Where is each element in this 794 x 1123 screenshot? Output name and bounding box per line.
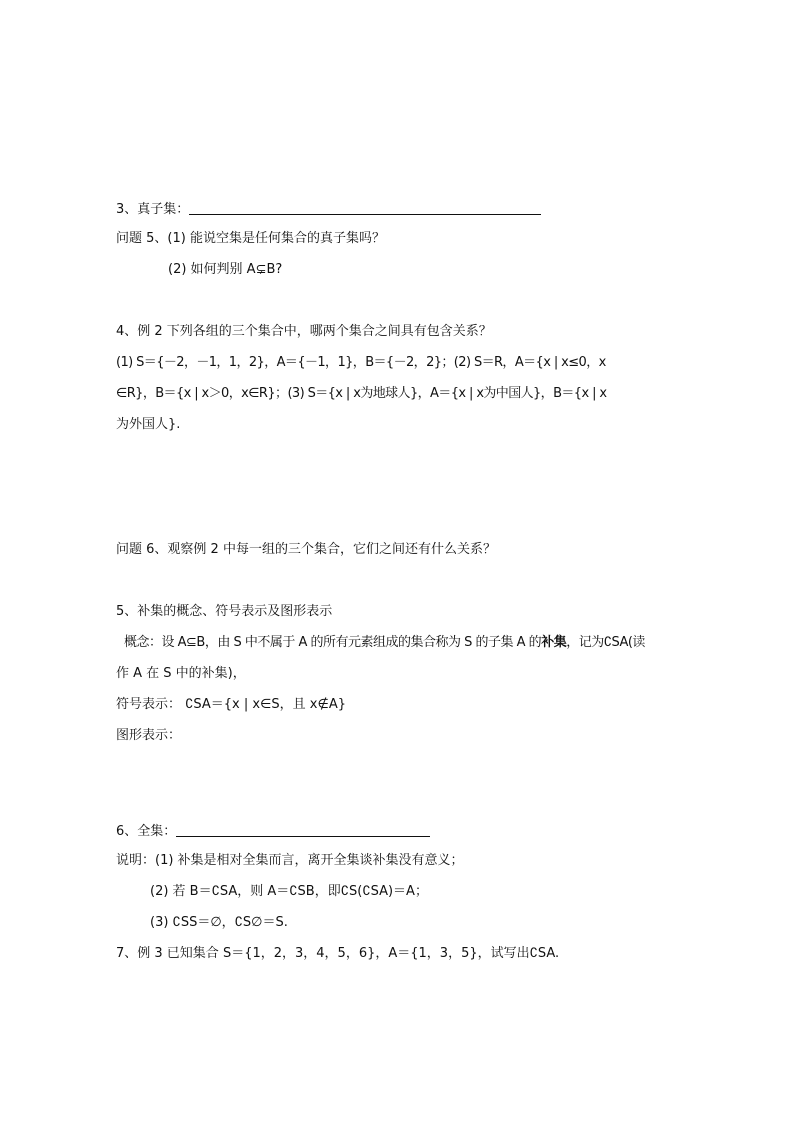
section-6-universal-set [116,822,430,840]
note-3: (3) ∁SS＝∅，∁S∅＝S. [150,915,288,930]
fill-blank-line[interactable] [189,200,541,215]
figure-notation-label: 图形表示： [116,728,182,743]
complement-term: 补集 [541,635,567,650]
concept-notation: ，记为∁SA(读 [566,635,645,650]
question-5-line-1: 问题 5、(1) 能说空集是任何集合的真子集吗？ [116,231,385,246]
section-3-label: 3、真子集： [116,202,190,217]
complement-concept-line-2: 作 A 在 S 中的补集)， [116,666,246,681]
example-2-line-3: 为外国人}. [116,417,181,432]
example-2-title: 4、例 2 下列各组的三个集合中，哪两个集合之间具有包含关系？ [116,324,492,339]
section-6-label: 6、全集： [116,824,177,839]
fill-blank-line[interactable] [176,822,430,837]
note-2: (2) 若 B＝∁SA，则 A＝∁SB，即∁S(∁SA)＝A； [150,884,428,899]
question-5-line-2: (2) 如何判别 A⊊B? [168,262,283,277]
example-3: 7、例 3 已知集合 S＝{1，2，3，4，5，6}，A＝{1，3，5}，试写出∁SA. [116,946,560,961]
question-6: 问题 6、观察例 2 中每一组的三个集合，它们之间还有什么关系？ [116,542,496,557]
example-2-line-2: ∈R}，B＝{x | x＞0，x∈R}；(3) S＝{x | x为地球人}，A＝{x | x为中国人}，B＝{x | x [116,386,607,401]
concept-text: 概念：设 A⊆B，由 S 中不属于 A 的所有元素组成的集合称为 S 的子集 A 的 [124,635,542,650]
section-5-title: 5、补集的概念、符号表示及图形表示 [116,604,333,619]
symbol-notation: 符号表示： ∁SA＝{x | x∈S，且 x∉A} [116,697,346,712]
complement-concept-line-1 [124,635,645,651]
note-1: 说明：(1) 补集是相对全集而言，离开全集谈补集没有意义； [116,853,464,868]
example-2-line-1: (1) S＝{－2，－1，1，2}，A＝{－1，1}，B＝{－2，2}；(2) S＝R，A＝{x | x≤0，x [116,355,606,370]
section-3-true-subset [116,200,541,218]
